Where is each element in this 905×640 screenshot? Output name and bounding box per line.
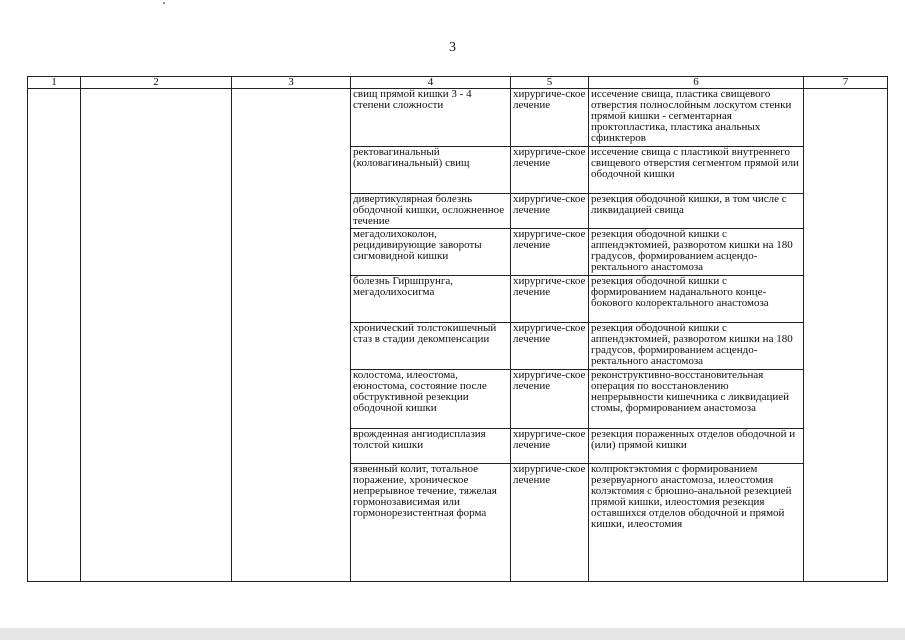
column-header-6: 6: [589, 77, 804, 89]
treatment-cell: хирургиче-ское лечение: [511, 323, 589, 370]
treatment-cell: хирургиче-ское лечение: [511, 370, 589, 429]
treatment-cell: хирургиче-ское лечение: [511, 194, 589, 229]
treatment-cell: хирургиче-ское лечение: [511, 464, 589, 582]
diagnosis-cell: дивертикулярная болезнь ободочной кишки, осложненное течение: [351, 194, 511, 229]
column-2-cell: [81, 89, 232, 582]
method-cell: колпроктэктомия с формированием резервуарного анастомоза, илеостомия колэктомия с брюшно-анальной резекцией прямой кишки, илеостомия резекция оставшихся отделов ободочной и прямой кишки, илеостомия: [589, 464, 804, 582]
column-1-cell: [28, 89, 81, 582]
method-cell: резекция ободочной кишки с аппендэктомией, разворотом кишки на 180 градусов, формированием асцендо-ректального анастомоза: [589, 229, 804, 276]
medical-care-table: [27, 76, 888, 582]
page-bottom-edge: [0, 628, 905, 640]
method-cell: резекция ободочной кишки, в том числе с ликвидацией свища: [589, 194, 804, 229]
diagnosis-cell: мегадолихоколон, рецидивирующие завороты сигмовидной кишки: [351, 229, 511, 276]
column-header-5: 5: [511, 77, 589, 89]
diagnosis-cell: колостома, илеостома, еюностома, состояние после обструктивной резекции ободочной кишки: [351, 370, 511, 429]
diagnosis-cell: ректовагинальный (коловагинальный) свищ: [351, 147, 511, 194]
header-row: [28, 77, 888, 89]
treatment-cell: хирургиче-ское лечение: [511, 429, 589, 464]
diagnosis-cell: врожденная ангиодисплазия толстой кишки: [351, 429, 511, 464]
treatment-cell: хирургиче-ское лечение: [511, 276, 589, 323]
treatment-cell: хирургиче-ское лечение: [511, 89, 589, 147]
column-header-2: 2: [81, 77, 232, 89]
diagnosis-cell: свищ прямой кишки 3 - 4 степени сложности: [351, 89, 511, 147]
column-header-7: 7: [804, 77, 888, 89]
method-cell: иссечение свища, пластика свищевого отверстия полнослойным лоскутом стенки прямой кишки - сегментарная проктопластика, пластика анальных сфинктеров: [589, 89, 804, 147]
method-cell: резекция ободочной кишки с аппендэктомией, разворотом кишки на 180 градусов, формированием асцендо-ректального анастомоза: [589, 323, 804, 370]
method-cell: реконструктивно-восстановительная операция по восстановлению непрерывности кишечника с ликвидацией стомы, формированием анастомоза: [589, 370, 804, 429]
table-row: [28, 89, 888, 147]
diagnosis-cell: хронический толстокишечный стаз в стадии декомпенсации: [351, 323, 511, 370]
column-header-3: 3: [232, 77, 351, 89]
method-cell: резекция пораженных отделов ободочной и (или) прямой кишки: [589, 429, 804, 464]
column-3-cell: [232, 89, 351, 582]
column-header-4: 4: [351, 77, 511, 89]
column-7-cell: [804, 89, 888, 582]
method-cell: иссечение свища с пластикой внутреннего свищевого отверстия сегментом прямой или ободочной кишки: [589, 147, 804, 194]
diagnosis-cell: болезнь Гиршпрунга, мегадолихосигма: [351, 276, 511, 323]
diagnosis-cell: язвенный колит, тотальное поражение, хроническое непрерывное течение, тяжелая гормонозависимая или гормонорезистентная форма: [351, 464, 511, 582]
treatment-cell: хирургиче-ское лечение: [511, 147, 589, 194]
treatment-cell: хирургиче-ское лечение: [511, 229, 589, 276]
method-cell: резекция ободочной кишки с формированием наданального конце-бокового колоректального анастомоза: [589, 276, 804, 323]
scan-speck: [163, 2, 165, 4]
page-number: 3: [449, 40, 456, 55]
column-header-1: 1: [28, 77, 81, 89]
